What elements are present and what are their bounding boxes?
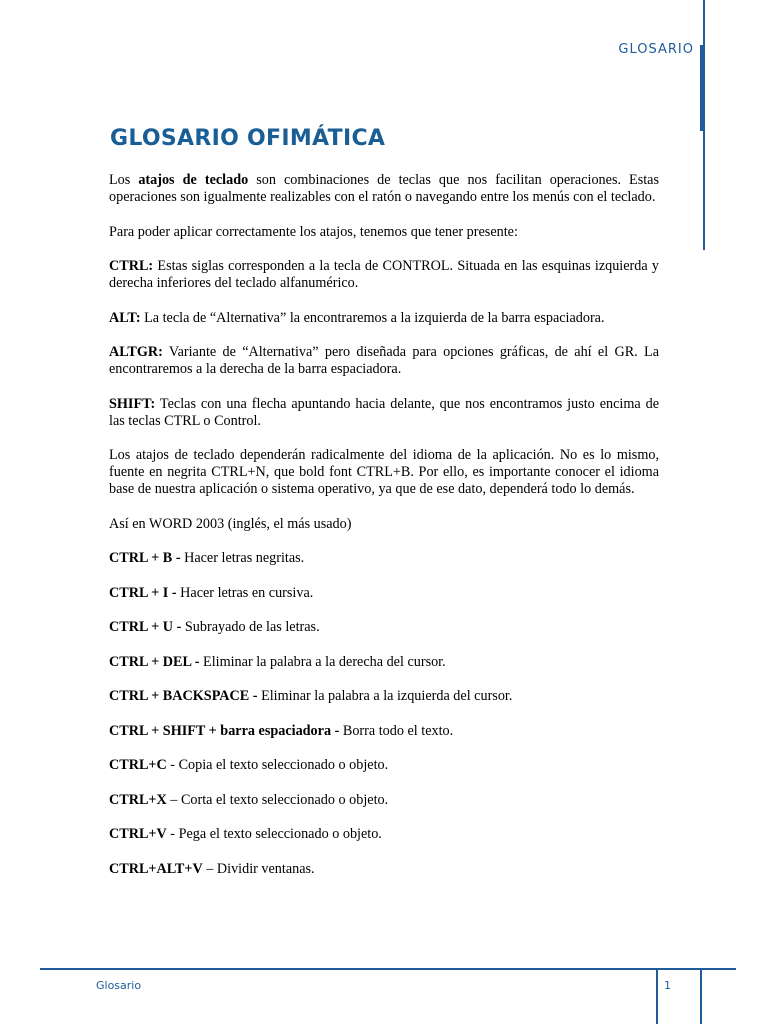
running-footer: Glosario	[96, 979, 142, 992]
paragraph-altgr: ALTGR: Variante de “Alternativa” pero diseñada para opciones gráficas, de ahí el GR. La encontraremos a la derecha de la barra espaciadora.	[109, 344, 659, 377]
footer-rule	[40, 968, 736, 970]
shortcut-item: CTRL + B - Hacer letras negritas.	[109, 550, 305, 566]
paragraph-ctrl: CTRL: Estas siglas corresponden a la tecla de CONTROL. Situada en las esquinas izquierda y derecha inferiores del teclado alfanumérico.	[109, 258, 659, 291]
shortcut-item: CTRL+C - Copia el texto seleccionado o objeto.	[109, 757, 389, 773]
footer-divider-left	[656, 968, 658, 1024]
paragraph: Los atajos de teclado dependerán radicalmente del idioma de la aplicación. No es lo mismo, fuente en negrita CTRL+N, que bold font CTRL+B. Por ello, es importante conocer el idioma base de nuestra aplicación o sistema operativo, ya que de ese dato, dependerá todo lo demás.	[109, 447, 659, 497]
page-title: GLOSARIO OFIMÁTICA	[110, 126, 386, 151]
shortcut-item: CTRL + DEL - Eliminar la palabra a la derecha del cursor.	[109, 653, 446, 670]
document-body	[109, 172, 659, 895]
shortcut-item: CTRL + U - Subrayado de las letras.	[109, 619, 320, 635]
shortcut-item: CTRL + I - Hacer letras en cursiva.	[109, 584, 314, 601]
footer-divider-right	[700, 968, 702, 1024]
paragraph: Así en WORD 2003 (inglés, el más usado)	[109, 515, 352, 532]
shortcut-item: CTRL + SHIFT + barra espaciadora - Borra todo el texto.	[109, 722, 454, 739]
running-header: GLOSARIO	[618, 42, 694, 57]
shortcut-item: CTRL + BACKSPACE - Eliminar la palabra a la izquierda del cursor.	[109, 688, 513, 704]
paragraph-alt: ALT: La tecla de “Alternativa” la encontraremos a la izquierda de la barra espaciadora.	[109, 309, 605, 326]
paragraph-shift: SHIFT: Teclas con una flecha apuntando hacia delante, que nos encontramos justo encima de las teclas CTRL o Control.	[109, 395, 659, 429]
shortcut-item: CTRL+X – Corta el texto seleccionado o objeto.	[109, 791, 389, 808]
paragraph: Para poder aplicar correctamente los atajos, tenemos que tener presente:	[109, 223, 518, 240]
shortcut-item: CTRL+ALT+V – Dividir ventanas.	[109, 860, 315, 877]
page-number: 1	[664, 979, 671, 992]
paragraph-intro: Los atajos de teclado son combinaciones de teclas que nos facilitan operaciones. Estas operaciones son igualmente realizables con el ratón o navegando entre los menús con el teclado.	[109, 172, 659, 205]
shortcut-item: CTRL+V - Pega el texto seleccionado o objeto.	[109, 826, 382, 842]
top-vertical-line-thick	[700, 45, 705, 131]
